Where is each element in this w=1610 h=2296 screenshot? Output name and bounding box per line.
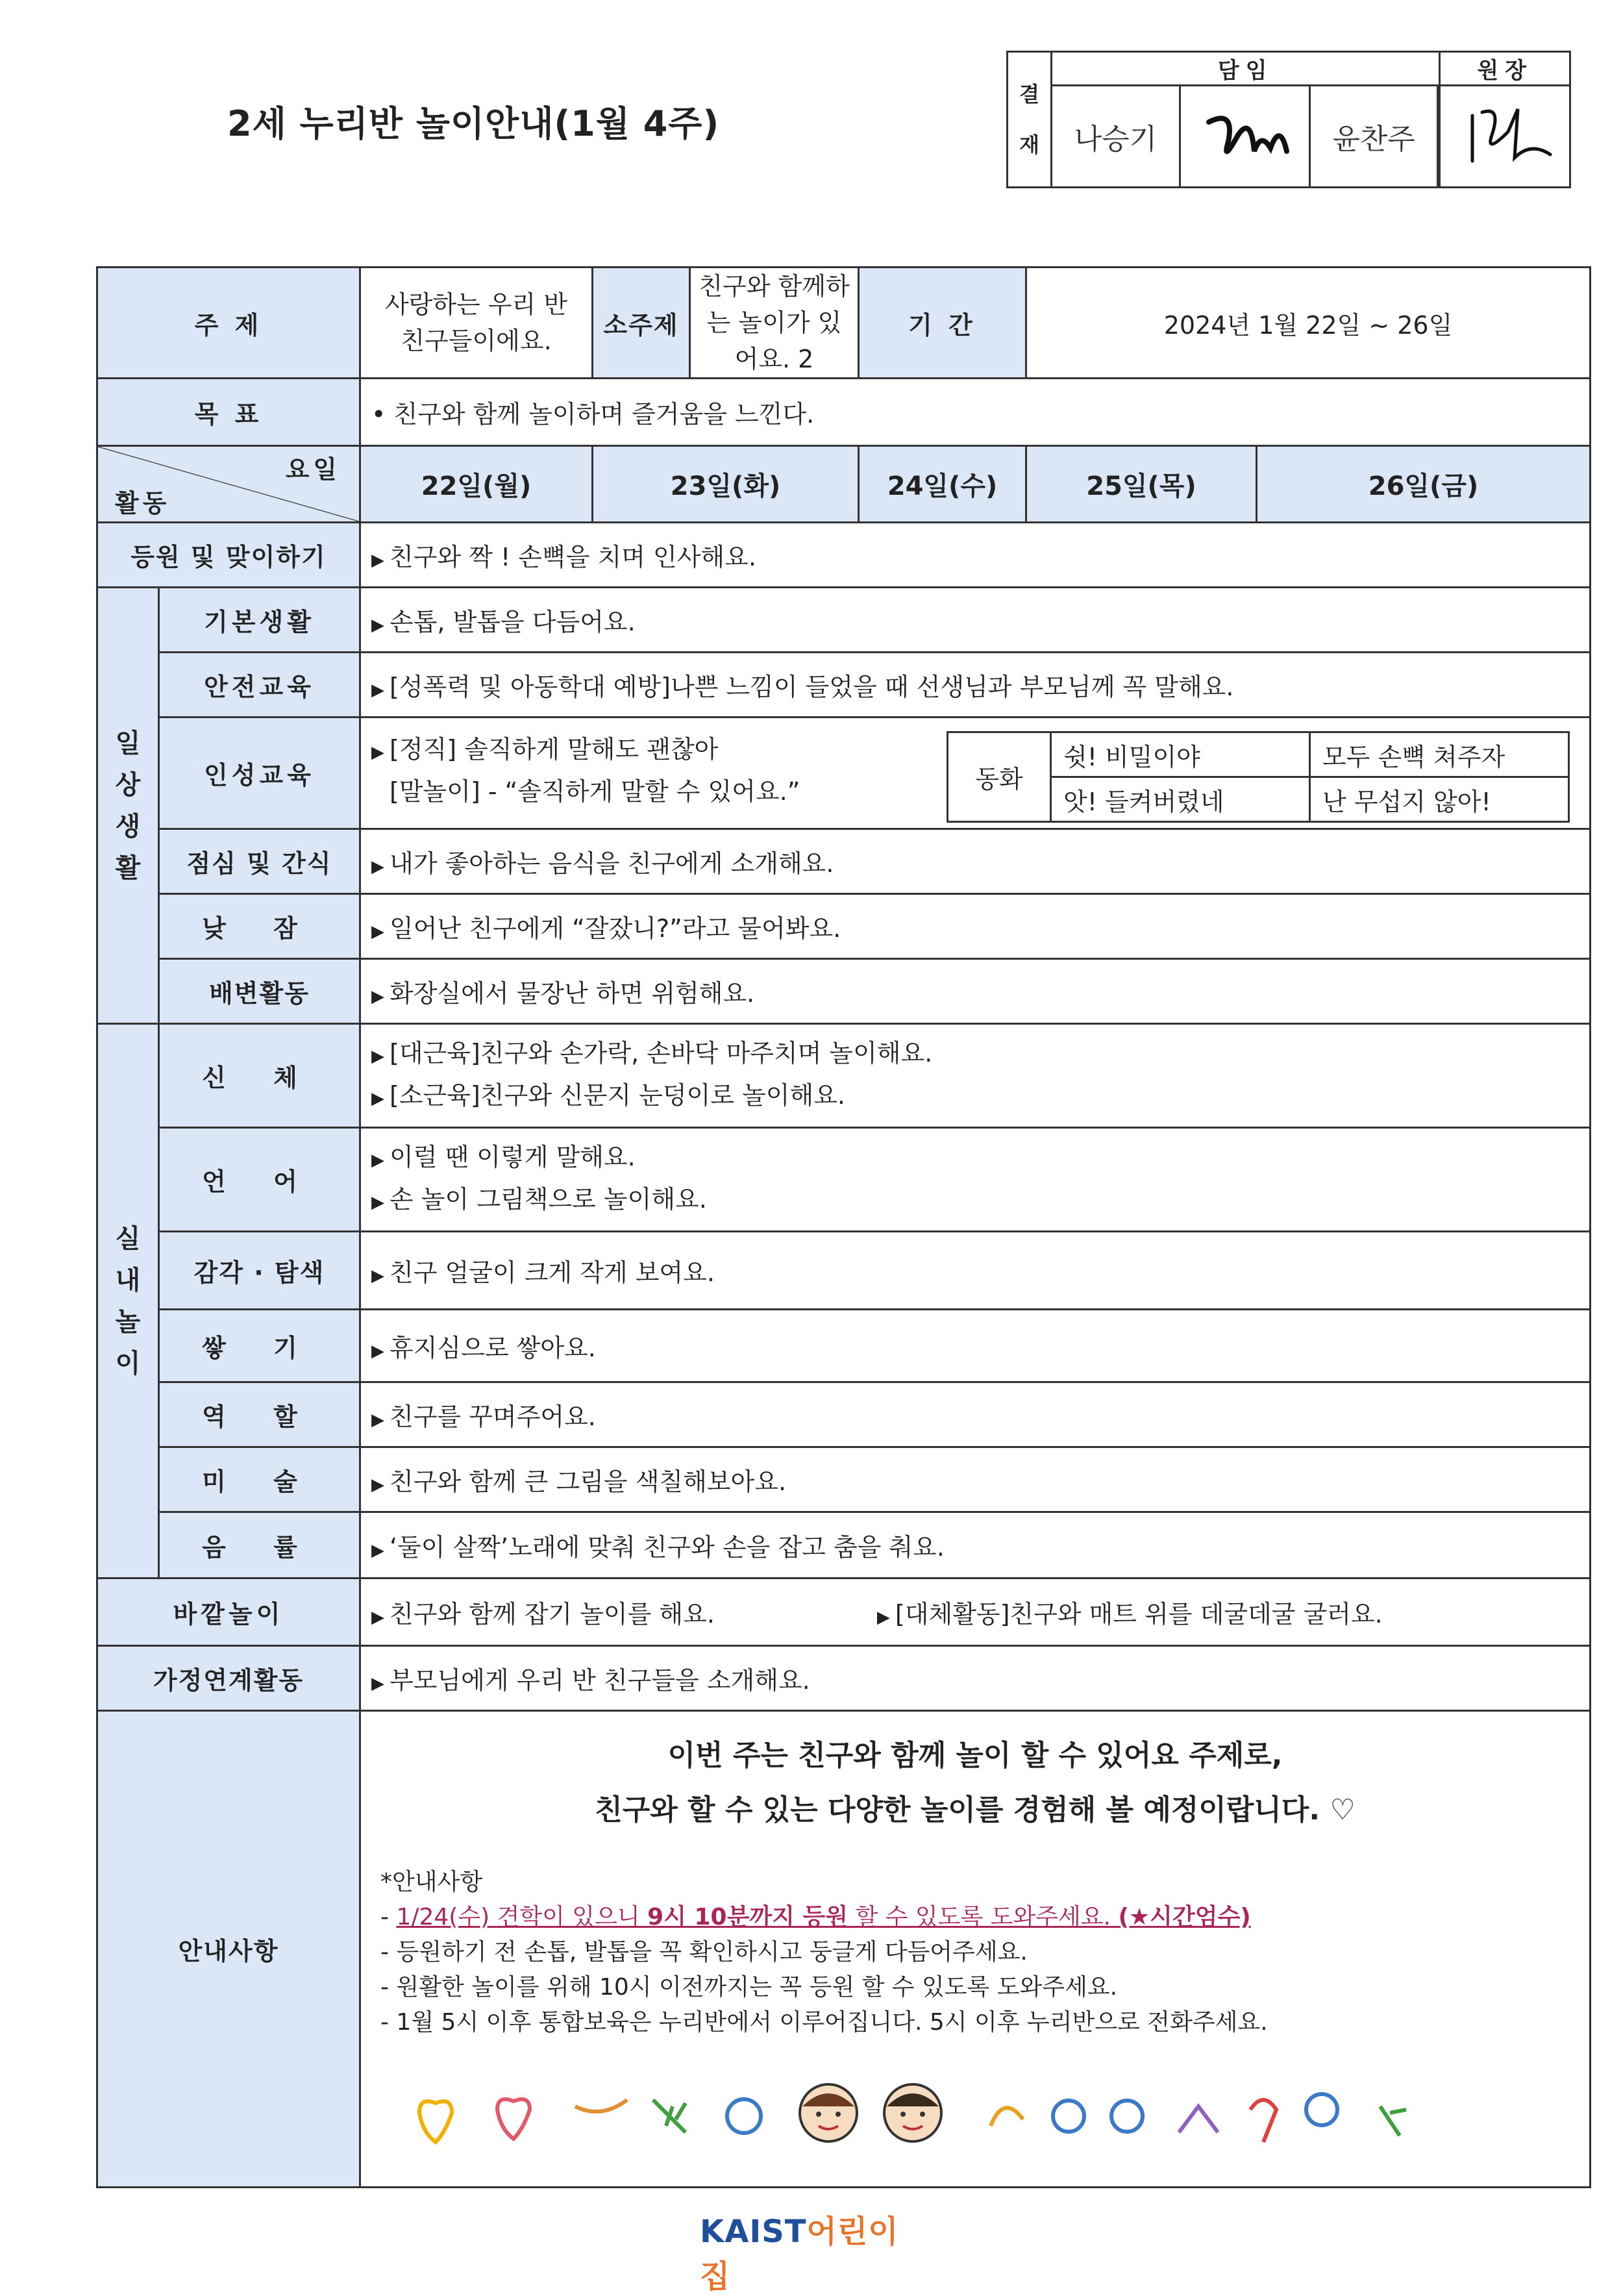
indoor-play-group: 실내놀이 <box>97 1024 159 1578</box>
page-title: 2세 누리반 놀이안내(1월 4주) <box>227 103 720 144</box>
day-tue: 23일(화) <box>593 446 859 523</box>
daily-nap: ▶ 일어난 친구에게 “잘잤니?”라고 물어봐요. <box>360 894 1591 959</box>
signature-1 <box>1180 86 1309 188</box>
story-item-2: 모두 손뼉 쳐주자 <box>1310 732 1569 777</box>
indoor-art: ▶ 친구와 함께 큰 그림을 색칠해보아요. <box>360 1447 1591 1512</box>
day-fri: 26일(금) <box>1257 446 1591 523</box>
header-day: 요일 <box>285 455 341 484</box>
indoor-label-art: 미 술 <box>159 1447 360 1512</box>
plan-table <box>96 266 1591 2188</box>
daily-basic: ▶ 손톱, 발톱을 다듬어요. <box>360 588 1591 653</box>
notice-item-1: - 1/24(수) 견학이 있으니 9시 10분까지 등원 할 수 있도록 도와주세요. (★시간엄수) <box>380 1904 1251 1930</box>
indoor-label-body: 신 체 <box>159 1024 360 1128</box>
story-label: 동화 <box>948 732 1051 822</box>
notice-head: *안내사항 <box>380 1869 483 1895</box>
arrival-text: ▶ 친구와 짝 ! 손뼉을 치며 인사해요. <box>360 523 1591 588</box>
notice-list <box>361 1865 1589 2040</box>
story-item-3: 앗! 들켜버렸네 <box>1051 777 1310 822</box>
indoor-blocks: ▶ 휴지심으로 쌓아요. <box>360 1310 1591 1382</box>
day-activity-header <box>97 446 360 523</box>
notice-item-2: - 등원하기 전 손톱, 발톱을 꼭 확인하시고 둥글게 다듬어주세요. <box>380 1939 1028 1965</box>
character-line-1: ▶ [정직] 솔직하게 말해도 괜찮아 <box>371 735 719 764</box>
approval-teacher-header: 담임 <box>1052 52 1440 86</box>
outdoor-text: ▶ 친구와 함께 잡기 놀이를 해요. ▶ [대체활동]친구와 매트 위를 데굴데굴 굴러요. <box>360 1578 1591 1646</box>
home-label: 가정연계활동 <box>97 1646 360 1711</box>
kindergarten-logo: KAIST어린이집 <box>700 2214 899 2295</box>
daily-label-character: 인성교육 <box>159 718 360 829</box>
indoor-label-blocks: 쌓 기 <box>159 1310 360 1382</box>
indoor-body: ▶ [대근육]친구와 손가락, 손바닥 마주치며 놀이해요. ▶ [소근육]친구와 신문지 눈덩이로 놀이해요. <box>360 1024 1591 1128</box>
notice-label: 안내사항 <box>97 1711 360 2188</box>
indoor-language: ▶ 이럴 땐 이렇게 말해요. ▶ 손 놀이 그림책으로 놀이해요. <box>360 1128 1591 1232</box>
indoor-label-sensory: 감각 · 탐색 <box>159 1232 360 1310</box>
day-wed: 24일(수) <box>859 446 1026 523</box>
indoor-label-music: 음 률 <box>159 1512 360 1578</box>
daily-safety: ▶ [성폭력 및 아동학대 예방]나쁜 느낌이 들었을 때 선생님과 부모님께 꼭 말해요. <box>360 653 1591 718</box>
header-activity: 활동 <box>115 489 171 518</box>
period: 2024년 1월 22일 ~ 26일 <box>1026 268 1591 379</box>
goal: • 친구와 함께 놀이하며 즐거움을 느낀다. <box>360 379 1591 446</box>
notice-item-4: - 1월 5시 이후 통합보육은 누리반에서 이루어집니다. 5시 이후 누리반으로 전화주세요. <box>380 2009 1268 2036</box>
day-thu: 25일(목) <box>1026 446 1257 523</box>
indoor-label-language: 언 어 <box>159 1128 360 1232</box>
goal-label: 목 표 <box>97 379 360 446</box>
character-line-2: [말놀이] - “솔직하게 말할 수 있어요.” <box>390 777 800 806</box>
notice-item-3: - 원활한 놀이를 위해 10시 이전까지는 꼭 등원 할 수 있도록 도와주세요. <box>380 1974 1118 2001</box>
day-mon: 22일(월) <box>360 446 593 523</box>
signature-2 <box>1440 86 1570 188</box>
topic-label: 주 제 <box>97 268 360 379</box>
indoor-role: ▶ 친구를 꾸며주어요. <box>360 1382 1591 1447</box>
indoor-sensory: ▶ 친구 얼굴이 크게 작게 보여요. <box>360 1232 1591 1310</box>
daily-life-group: 일상생활 <box>97 588 159 1024</box>
indoor-music: ▶ ‘둘이 살짝’노래에 맞춰 친구와 손을 잡고 춤을 춰요. <box>360 1512 1591 1578</box>
notice-main: 이번 주는 친구와 함께 놀이 할 수 있어요 주제로, 친구와 할 수 있는 다양한 놀이를 경험해 볼 예정이랍니다. ♡ <box>595 1739 1356 1827</box>
teacher-name-2: 윤찬주 <box>1309 86 1437 188</box>
approval-label: 결 재 <box>1008 52 1052 188</box>
story-table <box>947 731 1570 823</box>
daily-label-safety: 안전교육 <box>159 653 360 718</box>
daily-meal: ▶ 내가 좋아하는 음식을 친구에게 소개해요. <box>360 829 1591 894</box>
daily-label-basic: 기본생활 <box>159 588 360 653</box>
story-item-1: 쉿! 비밀이야 <box>1051 732 1310 777</box>
notice-content <box>360 1711 1591 2188</box>
arrival-label: 등원 및 맞이하기 <box>97 523 360 588</box>
approval-box <box>1006 51 1571 188</box>
daily-label-meal: 점심 및 간식 <box>159 829 360 894</box>
topic: 사랑하는 우리 반 친구들이에요. <box>360 268 593 379</box>
daily-label-toilet: 배변활동 <box>159 959 360 1024</box>
subtopic-label: 소주제 <box>593 268 690 379</box>
subtopic: 친구와 함께하는 놀이가 있어요. 2 <box>690 268 859 379</box>
story-item-4: 난 무섭지 않아! <box>1310 777 1569 822</box>
teacher-name-1: 나승기 <box>1052 86 1180 188</box>
daily-label-nap: 낮 잠 <box>159 894 360 959</box>
home-text: ▶ 부모님에게 우리 반 친구들을 소개해요. <box>360 1646 1591 1711</box>
decoration-border <box>361 2080 1589 2152</box>
outdoor-label: 바깥놀이 <box>97 1578 360 1646</box>
daily-character <box>360 718 1591 829</box>
indoor-label-role: 역 할 <box>159 1382 360 1447</box>
period-label: 기 간 <box>859 268 1026 379</box>
approval-director-header: 원장 <box>1440 52 1570 86</box>
daily-toilet: ▶ 화장실에서 물장난 하면 위험해요. <box>360 959 1591 1024</box>
